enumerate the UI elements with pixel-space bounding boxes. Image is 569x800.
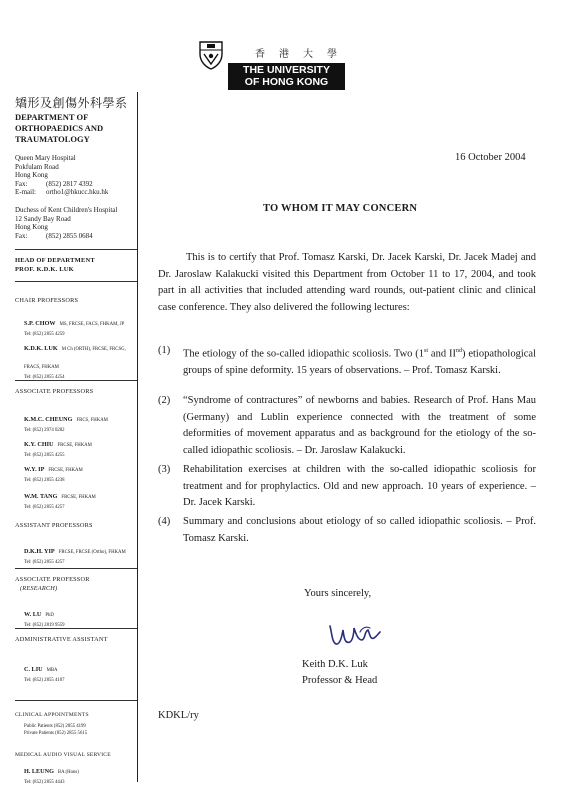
chair-professor-entry [24, 312, 124, 337]
sidebar-rule [15, 700, 137, 701]
person-name: K.Y. CHIU [24, 441, 54, 448]
fax-number: (852) 2817 4392 [46, 179, 93, 188]
fax-number: (852) 2855 0684 [46, 231, 93, 240]
associate-professor-entry [24, 485, 96, 510]
sidebar-divider [137, 92, 138, 782]
person-qualifications: MBA [46, 668, 58, 673]
address-line: Duchess of Kent Children's Hospital [15, 206, 118, 214]
lecture-number: (1) [158, 345, 171, 356]
handwritten-signature [326, 618, 384, 652]
administrative-assistant-entry [24, 658, 65, 683]
person-qualifications: PhD [45, 613, 54, 618]
sidebar-rule [15, 249, 137, 250]
associate-professors-title: ASSOCIATE PROFESSORS [15, 388, 94, 395]
person-qualifications: FRCS, FHKAM [76, 418, 108, 423]
person-telephone: Tel: (852) 2819 9559 [24, 623, 65, 628]
person-name: D.K.H. YIP [24, 548, 55, 555]
fax-label: Fax: [15, 179, 28, 188]
research-subtitle: (RESEARCH) [20, 585, 58, 592]
associate-professor-entry [24, 408, 108, 433]
address-line: 12 Sandy Bay Road [15, 214, 71, 223]
lecture-item [158, 514, 536, 547]
department-name [15, 112, 140, 145]
person-telephone: Tel: (852) 2855 4443 [24, 780, 65, 785]
head-of-department-name: PROF. K.D.K. LUK [15, 266, 74, 273]
private-patients-telephone: Private Patients (852) 2855 5615 [24, 731, 88, 736]
department-chinese-name: 矯形及創傷外科學系 [15, 96, 128, 110]
person-qualifications: M Ch (ORTH), FRCSE, FRCSG, FRACS, FHKAM [24, 347, 126, 370]
lecture-text-part: ) etiopathological groups of spine deformity. 15 years of observations. – Prof. Tomasz Karski. [183, 348, 536, 376]
person-telephone: Tel: (852) 2855 4257 [24, 505, 65, 510]
lecture-text: “Syndrome of contractures” of newborns and babies. Research of Prof. Hans Mau (Germany) and Lublin experience connected with the treatment of some deformities of movement apparatus and as background for the etiology of the so-called idiopathic scoliosis. – Dr. Jaroslaw Kalakucki. [183, 395, 536, 456]
sidebar-rule [15, 628, 137, 629]
assistant-professor-entry [24, 540, 126, 565]
lecture-item [158, 393, 536, 459]
email-label: E-mail: [15, 188, 36, 197]
lecture-text-part: and II [428, 348, 456, 360]
person-name: K.D.K. LUK [24, 345, 58, 352]
address-line: Queen Mary Hospital [15, 154, 76, 162]
lecture-text: Rehabilitation exercises at children with the so-called idiopathic scoliosis for treatment and for prophylactics. Old and new approach. 10 years of experience. – Dr. Jacek Karski. [183, 464, 536, 508]
university-crest-icon [198, 40, 224, 70]
department-name-line: ORTHOPAEDICS AND [15, 123, 104, 133]
signatory-title: Professor & Head [302, 675, 378, 686]
logo-line-2: OF HONG KONG [244, 76, 329, 88]
address-line: Pokfulam Road [15, 162, 59, 171]
person-telephone: Tel: (852) 2855 4107 [24, 678, 65, 683]
clinical-appointments-title: CLINICAL APPOINTMENTS [15, 712, 89, 718]
person-qualifications: FRCSE, FHKAM [48, 468, 83, 473]
superscript: nd [455, 348, 462, 354]
letter-heading: TO WHOM IT MAY CONCERN [263, 203, 418, 214]
department-name-line: TRAUMATOLOGY [15, 134, 90, 144]
research-professor-entry [24, 603, 65, 628]
person-name: C. LIU [24, 666, 43, 673]
person-telephone: Tel: (852) 2974 0282 [24, 428, 65, 433]
university-chinese-name: 香港大學 [255, 49, 351, 60]
person-name: W.M. TANG [24, 493, 58, 500]
sidebar-rule [15, 281, 137, 282]
person-telephone: Tel: (852) 2855 4254 [24, 375, 65, 380]
research-professor-title: ASSOCIATE PROFESSOR [15, 576, 90, 583]
clinical-appointments-entry [24, 722, 87, 736]
lecture-item [158, 462, 536, 512]
person-name: K.M.C. CHEUNG [24, 416, 73, 423]
lecture-number: (2) [158, 395, 171, 406]
chair-professors-title: CHAIR PROFESSORS [15, 297, 79, 304]
address-duchess-of-kent [15, 206, 117, 240]
medical-audio-visual-title: MEDICAL AUDIO VISUAL SERVICE [15, 752, 111, 758]
assistant-professors-title: ASSISTANT PROFESSORS [15, 522, 93, 529]
lecture-item [158, 343, 536, 380]
fax-label: Fax: [15, 231, 28, 240]
logo-line-1: THE UNIVERSITY [243, 64, 330, 76]
person-qualifications: FRCSE, FRCSE (Ortho), FHKAM [58, 550, 126, 555]
public-patients-telephone: Public Patients (852) 2855 4199 [24, 724, 86, 729]
address-queen-mary [15, 154, 108, 197]
administrative-assistant-title: ADMINISTRATIVE ASSISTANT [15, 636, 108, 643]
person-name: S.P. CHOW [24, 320, 56, 327]
person-telephone: Tel: (852) 2855 4255 [24, 453, 65, 458]
head-of-department-title: HEAD OF DEPARTMENT [15, 257, 95, 264]
person-qualifications: MS, FRCSE, FACS, FHKAM, JP [59, 322, 125, 327]
letter-reference: KDKL/ry [158, 710, 199, 721]
medical-audio-visual-entry [24, 760, 79, 785]
person-telephone: Tel: (852) 2855 4259 [24, 332, 65, 337]
address-line: Hong Kong [15, 171, 48, 180]
letter-closing: Yours sincerely, [304, 588, 372, 599]
lecture-text-part: The etiology of the so-called idiopathic scoliosis. Two (1 [183, 348, 425, 360]
associate-professor-entry [24, 433, 92, 458]
sidebar-rule [15, 380, 137, 381]
sidebar-rule [15, 568, 137, 569]
address-line: Hong Kong [15, 223, 48, 232]
associate-professor-entry [24, 458, 83, 483]
university-logo [228, 63, 345, 90]
email-address: ortho1@hkucc.hku.hk [46, 188, 109, 197]
person-qualifications: FRCSE, FHKAM [61, 495, 96, 500]
letter-intro-paragraph: This is to certify that Prof. Tomasz Karski, Dr. Jacek Karski, Dr. Jacek Madej and Dr. Jaroslaw Kalakucki visited this Department from October 11 to 17, 2004, and took part in all activities that included attending ward rounds, out-patient clinic and clinical case conference. They also delivered the following lectures: [158, 252, 536, 313]
person-qualifications: FRCSE, FHKAM [57, 443, 92, 448]
department-name-line: DEPARTMENT OF [15, 112, 89, 122]
lecture-text [183, 343, 536, 380]
superscript: st [424, 348, 429, 354]
signatory-block [302, 657, 377, 689]
signatory-name: Keith D.K. Luk [302, 659, 368, 670]
person-telephone: Tel: (852) 2855 4238 [24, 478, 65, 483]
lecture-number: (4) [158, 516, 171, 527]
person-name: W. LU [24, 611, 42, 618]
lecture-number: (3) [158, 464, 171, 475]
chair-professor-entry [24, 337, 132, 380]
lecture-text: Summary and conclusions about etiology of so called idiopathic scoliosis. – Prof. Tomasz Karski. [183, 516, 536, 544]
person-telephone: Tel: (852) 2855 4257 [24, 560, 65, 565]
person-name: H. LEUNG [24, 768, 54, 775]
person-qualifications: BA (Hons) [57, 770, 79, 775]
person-name: W.Y. IP [24, 466, 45, 473]
letter-date: 16 October 2004 [455, 152, 526, 163]
